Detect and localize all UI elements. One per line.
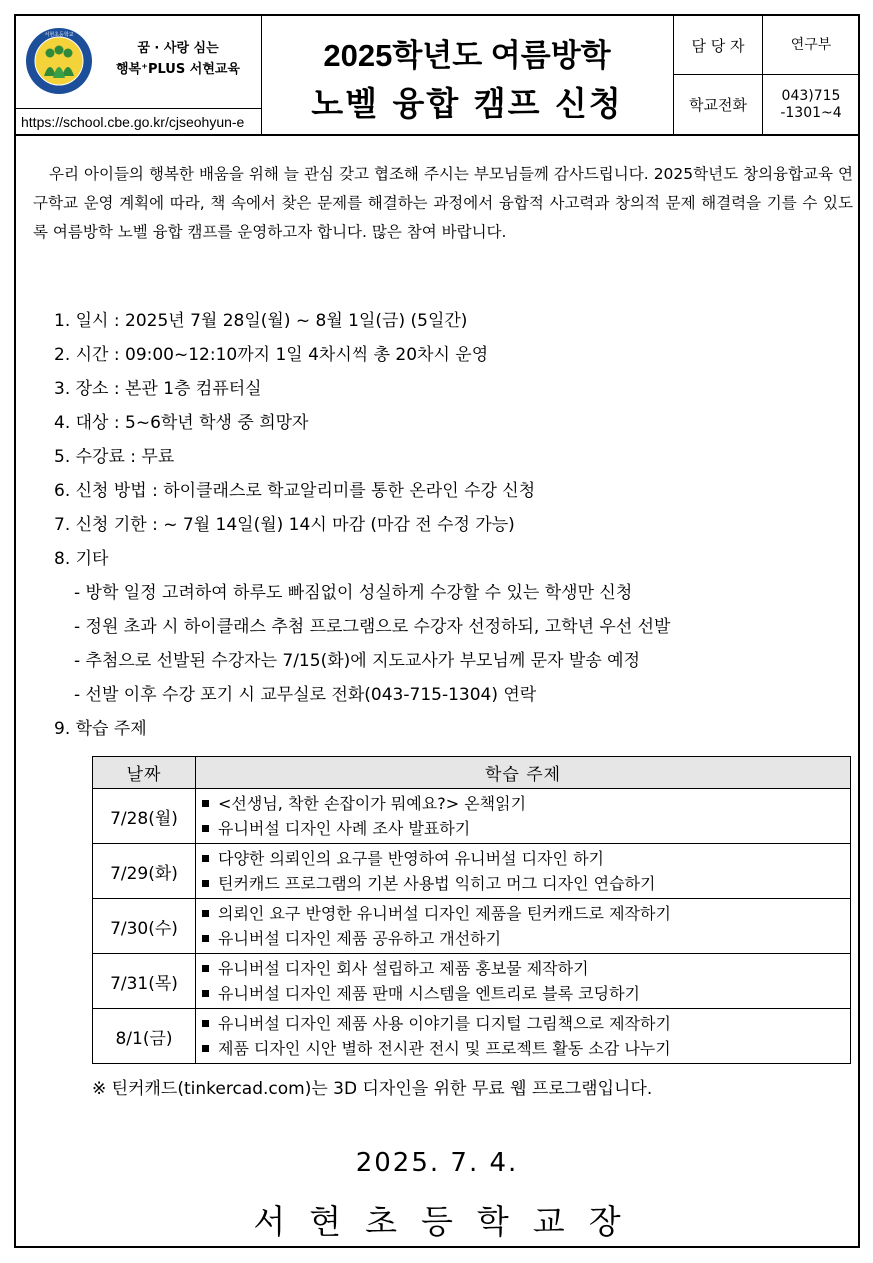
row-topics [196, 899, 851, 954]
row-topics [196, 844, 851, 899]
emblem-text: 서현초등학교 [44, 32, 74, 38]
details-list [54, 304, 854, 746]
etc-item: - 정원 초과 시 하이클래스 추첨 프로그램으로 수강자 선정하되, 고학년 우선 선발 [74, 617, 671, 637]
contact-row-manager [674, 16, 859, 75]
row-date: 7/31(목) [93, 954, 196, 1009]
list-item: 9. 학습 주제 [54, 719, 147, 739]
row-topics [196, 954, 851, 1009]
topic: <선생님, 착한 손잡이가 뭐예요?> 온책읽기 [218, 794, 527, 813]
row-date: 8/1(금) [93, 1009, 196, 1064]
school-slogan [98, 38, 258, 80]
contact-label: 담 당 자 [674, 16, 763, 74]
greeting-paragraph: 우리 아이들의 행복한 배움을 위해 늘 관심 갖고 협조해 주시는 부모님들께 감사드립니다. 2025학년도 창의융합교육 연구학교 운영 계획에 따라, 책 속에서 찾은 문제를 해결하는 과정에서 융합적 사고력과 창의적 문제 해결력을 기를 수 있도록 여름방학 노벨 융합 캠프를 운영하고자 합니다. 많은 참여 바랍니다. [33, 165, 853, 241]
topic: 유니버설 디자인 제품 판매 시스템을 엔트리로 블록 코딩하기 [218, 984, 641, 1003]
contact-value: 연구부 [790, 36, 832, 53]
row-date: 7/30(수) [93, 899, 196, 954]
list-item: 4. 대상 : 5~6학년 학생 중 희망자 [54, 413, 309, 433]
slogan-line-1: 꿈 · 사랑 심는 [137, 41, 219, 56]
tinkercad-note: ※ 틴커캐드(tinkercad.com)는 3D 디자인을 위한 무료 웹 프로그램입니다. [92, 1079, 653, 1099]
bullet-icon [202, 910, 209, 917]
bullet-icon [202, 855, 209, 862]
bullet-icon [202, 990, 209, 997]
header-date: 날짜 [93, 757, 196, 789]
page-title-line-2: 노벨 융합 캠프 신청 [311, 84, 623, 123]
list-item: 6. 신청 방법 : 하이클래스로 학교알리미를 통한 온라인 수강 신청 [54, 481, 536, 501]
school-url: https://school.cbe.go.kr/cjseohyun-e [16, 108, 261, 134]
topic: 다양한 의뢰인의 요구를 반영하여 유니버설 디자인 하기 [218, 849, 605, 868]
header-topic: 학습 주제 [196, 757, 851, 789]
list-item: 2. 시간 : 09:00~12:10까지 1일 4차시씩 총 20차시 운영 [54, 345, 489, 365]
contact-info-table [673, 16, 859, 134]
principal-signature: 서현초등학교장 [253, 1202, 645, 1241]
bullet-icon [202, 1020, 209, 1027]
topic: 유니버설 디자인 회사 설립하고 제품 홍보물 제작하기 [218, 959, 589, 978]
topic: 유니버설 디자인 사례 조사 발표하기 [218, 819, 471, 838]
contact-row-phone [674, 75, 859, 134]
topic: 의뢰인 요구 반영한 유니버설 디자인 제품을 틴커캐드로 제작하기 [218, 904, 671, 923]
bullet-icon [202, 1045, 209, 1052]
school-emblem-icon [24, 26, 94, 96]
table-row [93, 1009, 851, 1064]
table-row [93, 844, 851, 899]
row-topics [196, 789, 851, 844]
etc-item: - 방학 일정 고려하여 하루도 빠짐없이 성실하게 수강할 수 있는 학생만 신청 [74, 583, 633, 603]
bullet-icon [202, 935, 209, 942]
bullet-icon [202, 880, 209, 887]
row-date: 7/29(화) [93, 844, 196, 899]
list-item: 1. 일시 : 2025년 7월 28일(월) ~ 8월 1일(금) (5일간) [54, 311, 468, 331]
slogan-line-2: 행복⁺PLUS 서현교육 [115, 62, 240, 77]
topic: 유니버설 디자인 제품 공유하고 개선하기 [218, 929, 502, 948]
table-header-row [93, 757, 851, 789]
list-item: 7. 신청 기한 : ~ 7월 14일(월) 14시 마감 (마감 전 수정 가능) [54, 515, 515, 535]
table-row [93, 954, 851, 1009]
table-row [93, 899, 851, 954]
topic: 유니버설 디자인 제품 사용 이야기를 디지털 그림책으로 제작하기 [218, 1014, 671, 1033]
contact-value: 043)715 -1301~4 [780, 87, 842, 121]
page-title-line-1: 2025학년도 여름방학 [323, 38, 611, 73]
contact-label: 학교전화 [674, 75, 763, 134]
schedule-table [92, 756, 851, 1064]
issue-date: 2025. 7. 4. [355, 1148, 519, 1178]
school-logo-cell [16, 16, 262, 134]
bullet-icon [202, 825, 209, 832]
row-topics [196, 1009, 851, 1064]
list-item: 3. 장소 : 본관 1층 컴퓨터실 [54, 379, 262, 399]
etc-item: - 선발 이후 수강 포기 시 교무실로 전화(043-715-1304) 연락 [74, 685, 537, 705]
list-item: 5. 수강료 : 무료 [54, 447, 175, 467]
list-item: 8. 기타 [54, 549, 109, 569]
document-frame [14, 14, 860, 1248]
bullet-icon [202, 800, 209, 807]
table-row [93, 789, 851, 844]
topic: 틴커캐드 프로그램의 기본 사용법 익히고 머그 디자인 연습하기 [218, 874, 656, 893]
topic: 제품 디자인 시안 별하 전시관 전시 및 프로젝트 활동 소감 나누기 [218, 1039, 671, 1058]
title-cell [261, 16, 673, 134]
row-date: 7/28(월) [93, 789, 196, 844]
letter-header [16, 16, 858, 136]
etc-item: - 추첨으로 선발된 수강자는 7/15(화)에 지도교사가 부모님께 문자 발송 예정 [74, 651, 641, 671]
bullet-icon [202, 965, 209, 972]
